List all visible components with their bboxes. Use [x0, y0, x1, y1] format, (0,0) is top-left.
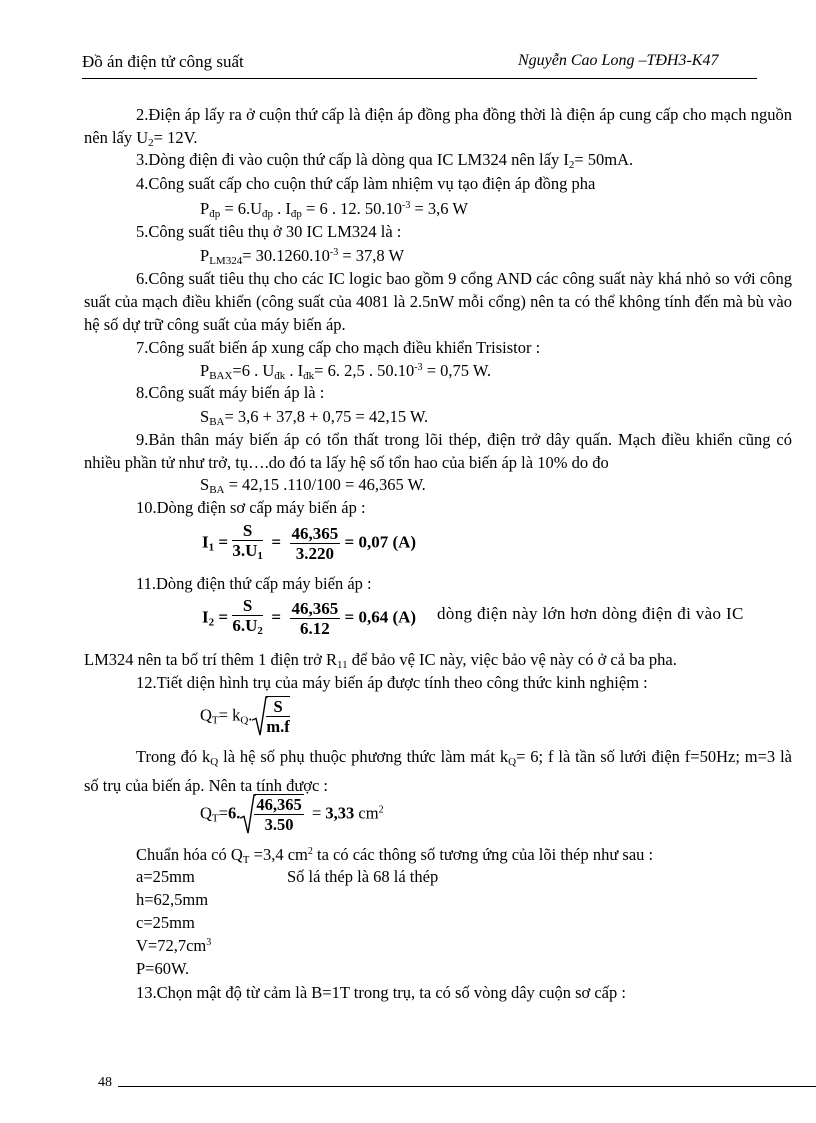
- qt-sqrt: [252, 696, 289, 737]
- header-divider: [82, 78, 757, 79]
- paragraph-11b-sub: 11: [336, 659, 348, 671]
- i1-num-1: S: [232, 521, 263, 541]
- i2-den-1-text: 6.U: [232, 616, 258, 635]
- paragraph-11: 11.Dòng điện thứ cấp máy biến áp :: [136, 574, 372, 593]
- paragraph-2-text: 2.Điện áp lấy ra ở cuộn thứ cấp là điện áp đồng pha đồng thời là điện áp cung cấp cho mạch nguồn nên lấy U: [84, 105, 792, 147]
- paragraph-10: 10.Dòng điện sơ cấp máy biến áp :: [136, 498, 366, 517]
- paragraph-12b: Trong đó $k_Q$ là hệ số phụ thuộc phương thức làm mát $k_Q= 6$; f là tần số lưới điện f=50Hz; m=3 là số trụ của biến áp. Nên ta tính được :: [84, 747, 792, 795]
- paragraph-9: 9.Bản thân máy biến áp có tổn thất trong lõi thép, điện trở dây quấn. Mạch điều khiển cũng có nhiều phần tử như trở, tụ….do đó ta lấy hệ số tổn hao của biến áp là 10% do đo: [84, 430, 792, 472]
- qt-den: m.f: [266, 717, 290, 736]
- paragraph-12: 12.Tiết diện hình trụ của máy biến áp được tính theo công thức kinh nghiệm :: [136, 673, 648, 692]
- qt2-fraction: [254, 795, 303, 835]
- sqrt-sign-icon: [252, 696, 268, 737]
- paragraph-3-text: 3.Dòng điện đi vào cuộn thứ cấp là dòng qua IC LM324 nên lấy I: [136, 150, 569, 169]
- i2-num-2: 46,365: [291, 598, 339, 618]
- core-v: $V=72,7cm^3$: [136, 936, 212, 955]
- page-number: 48: [98, 1075, 112, 1090]
- i1-sub: 1: [208, 541, 215, 554]
- sqrt-sign-icon: [240, 794, 256, 835]
- formula-5: $P_{LM324}= 30.1260.10^{-3} = 37,8$ W: [200, 246, 405, 267]
- formula-i2: $I_2$ = $\frac{S}{6.U_2}$ = $\frac{46,365}{6.12}$ = 0,64 (A): [202, 596, 416, 641]
- qt2-unit: cm: [358, 803, 379, 823]
- core-h: h=62,5mm: [136, 890, 209, 909]
- i1-fraction-1: [232, 521, 263, 566]
- core-p: P=60W.: [136, 959, 190, 978]
- i2-symbol: I: [202, 607, 209, 627]
- paragraph-3-sub: 2: [568, 159, 575, 171]
- i2-sub: 2: [208, 616, 215, 629]
- i2-den-1: $6.U_2$: [232, 616, 263, 637]
- paragraph-11-tail: dòng điện này lớn hơn dòng điện đi vào IC: [437, 604, 744, 623]
- i2-num-1: S: [232, 596, 263, 616]
- paragraph-11b: [84, 650, 677, 671]
- core-c: c=25mm: [136, 913, 195, 932]
- formula-8: $S_{BA}= 3,6 + 37,8 + 0,75 = 42,15$ W.: [200, 407, 429, 428]
- paragraph-3-tail: = 50mA.: [574, 150, 634, 169]
- paragraph-4: 4.Công suất cấp cho cuộn thứ cấp làm nhiệm vụ tạo điện áp đồng pha: [136, 174, 596, 193]
- header-title: Đồ án điện tử công suất: [82, 52, 244, 71]
- i1-num-2: 46,365: [291, 523, 339, 543]
- i1-den-1-text: 3.U: [232, 541, 258, 560]
- i1-den-1: $3.U_1$: [232, 541, 263, 562]
- i2-result: 0,64 (A): [358, 607, 417, 627]
- formula-qt2: $Q_T=6$. $\frac{46,365}{3.50}$ = 3,33 $cm^2$: [200, 795, 384, 834]
- i2-fraction-1: [232, 596, 263, 641]
- core-note: Số lá thép là 68 lá thép: [287, 867, 439, 886]
- paragraph-13: 13.Chọn mật độ từ cảm là B=1T trong trụ, ta có số vòng dây cuộn sơ cấp :: [136, 983, 626, 1002]
- formula-4: $P_{đp} = 6.U_{đp}$ . $I_{đp} = 6$ . 12. $50.10^{-3} = 3,6$ W: [200, 199, 468, 220]
- paragraph-6: 6.Công suất tiêu thụ cho các IC logic bao gồm 9 cổng AND các công suất này khá nhỏ so với công suất của mạch điều khiển (công suất của 4081 là 2.5nW mỗi cổng) nên ta có thể không tính đến mà bù vào hệ số dự trữ công suất của máy biến áp.: [84, 269, 792, 334]
- footer-divider: [118, 1086, 816, 1087]
- formula-9: $S_{BA} = 42,15$ .110/100 = 46,365 W.: [200, 475, 426, 496]
- paragraph-8: 8.Công suất máy biến áp là :: [136, 383, 325, 402]
- i2-den-2: 6.12: [300, 618, 330, 638]
- i1-fraction-2: [290, 524, 341, 564]
- formula-i1: $I_1$ = $\frac{S}{3.U_1}$ = $\frac{46,365}{3.220}$ = 0,07 (A): [202, 521, 416, 566]
- paragraph-2: [84, 103, 792, 155]
- formula-qt: $Q_T= k_Q$. $\frac{S}{m.f}$: [200, 697, 290, 736]
- paragraph-3: [136, 150, 633, 171]
- paragraph-5: 5.Công suất tiêu thụ ở 30 IC LM324 là :: [136, 222, 402, 241]
- qt2-sqrt: [240, 794, 303, 835]
- paragraph-11b-tail: để bảo vệ IC này, việc bảo vệ này có ở cả ba pha.: [351, 650, 677, 669]
- header-author: Nguyễn Cao Long –TĐH3-K47: [518, 52, 719, 69]
- qt2-den: 3.50: [264, 815, 294, 834]
- paragraph-2-tail: = 12V.: [153, 128, 198, 147]
- paragraph-11b-text: LM324 nên ta bố trí thêm 1 điện trở R: [84, 650, 337, 669]
- qt2-result: 3,33: [325, 803, 355, 823]
- qt-num: S: [266, 697, 289, 717]
- paragraph-7: 7.Công suất biến áp xung cấp cho mạch điều khiển Trisistor :: [136, 338, 541, 357]
- paragraph-12c: Chuẩn hóa có $Q_T =3,4$ $cm^2$ ta có các thông số tương ứng của lõi thép như sau :: [136, 845, 654, 866]
- qt-fraction: [266, 697, 289, 737]
- i1-result: 0,07 (A): [358, 532, 417, 552]
- core-a: a=25mm: [136, 867, 195, 886]
- qt2-num: 46,365: [256, 795, 302, 814]
- i1-den-2: 3.220: [295, 543, 335, 563]
- i1-symbol: I: [202, 532, 209, 552]
- paragraph-2-sub: 2: [148, 137, 154, 149]
- formula-7: $P_{BAX}=6$ . $U_{đk}$ . $I_{đk}= 6$. 2,5 . $50.10^{-3} = 0,75$ W.: [200, 361, 492, 382]
- i2-fraction-2: [290, 599, 341, 639]
